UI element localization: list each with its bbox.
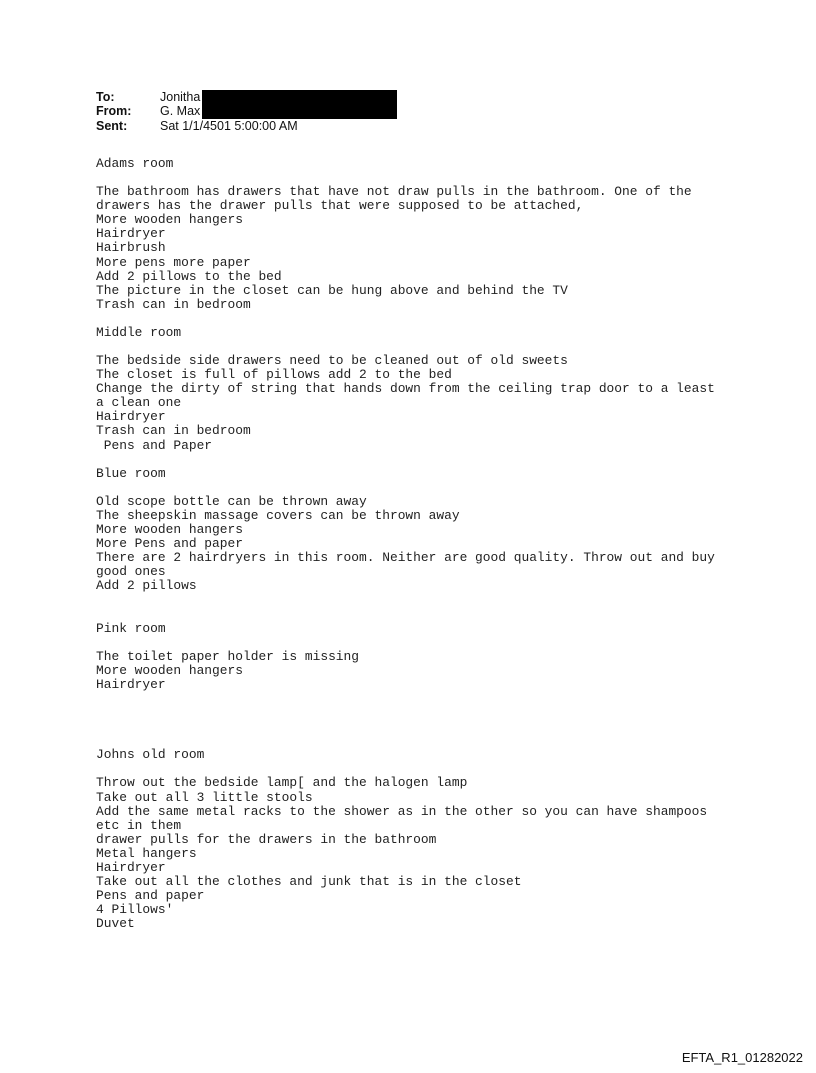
body-line: good ones <box>96 564 166 580</box>
body-line: More wooden hangers <box>96 212 243 228</box>
body-line: More wooden hangers <box>96 522 243 538</box>
body-line: More pens more paper <box>96 254 251 270</box>
blank-line <box>96 720 715 734</box>
body-line: More Pens and paper <box>96 536 243 552</box>
body-line: Throw out the bedside lamp[ and the halogen lamp <box>96 775 468 791</box>
blank-line <box>96 453 715 467</box>
body-line: Hairdryer <box>96 409 166 425</box>
blank-line <box>96 636 715 650</box>
body-line: Blue room <box>96 465 166 481</box>
body-line: The picture in the closet can be hung above and behind the TV <box>96 282 568 298</box>
body-line: Hairdryer <box>96 676 166 692</box>
body-line: Metal hangers <box>96 845 197 861</box>
body-line: a clean one <box>96 395 182 411</box>
body-line: Middle room <box>96 324 182 340</box>
body-line: drawers has the drawer pulls that were supposed to be attached, <box>96 198 584 214</box>
body-line: Pens and Paper <box>96 437 213 453</box>
body-line: etc in them <box>96 817 182 833</box>
blank-line <box>96 481 715 495</box>
body-line: The bedside side drawers need to be cleaned out of old sweets <box>96 353 568 369</box>
body-line: Old scope bottle can be thrown away <box>96 493 367 509</box>
body-line: There are 2 hairdryers in this room. Neither are good quality. Throw out and buy <box>96 550 715 566</box>
sent-label: Sent: <box>96 119 128 133</box>
from-value: G. Max <box>160 104 201 118</box>
blank-line <box>96 340 715 354</box>
body-line: Trash can in bedroom <box>96 423 251 439</box>
document-id: EFTA_R1_01282022 <box>681 1050 803 1065</box>
body-line: Hairbrush <box>96 240 166 256</box>
email-body <box>96 157 715 931</box>
body-line: Take out all the clothes and junk that is in the closet <box>96 873 522 889</box>
body-line: The toilet paper holder is missing <box>96 648 360 664</box>
body-line: drawer pulls for the drawers in the bathroom <box>96 831 437 847</box>
blank-line <box>96 692 715 706</box>
body-line: The sheepskin massage covers can be thrown away <box>96 507 460 523</box>
blank-line <box>96 762 715 776</box>
blank-line <box>96 608 715 622</box>
body-line: Hairdryer <box>96 859 166 875</box>
body-line: Take out all 3 little stools <box>96 789 313 805</box>
redaction-box <box>202 90 397 119</box>
to-label: To: <box>96 90 115 104</box>
body-line: The bathroom has drawers that have not draw pulls in the bathroom. One of the <box>96 184 692 200</box>
blank-line <box>96 593 715 607</box>
body-line: Adams room <box>96 156 174 171</box>
body-line: Add 2 pillows <box>96 578 197 594</box>
body-line: Hairdryer <box>96 226 166 242</box>
body-line: Add 2 pillows to the bed <box>96 268 282 284</box>
to-value: Jonitha <box>160 90 201 104</box>
body-line: Johns old room <box>96 747 205 763</box>
body-line: Pens and paper <box>96 888 205 904</box>
blank-line <box>96 706 715 720</box>
blank-line <box>96 734 715 748</box>
blank-line <box>96 171 715 185</box>
sent-value: Sat 1/1/4501 5:00:00 AM <box>160 119 298 133</box>
body-line: 4 Pillows' <box>96 902 174 918</box>
blank-line <box>96 312 715 326</box>
from-label: From: <box>96 104 132 118</box>
body-line: Pink room <box>96 620 166 636</box>
body-line: Duvet <box>96 916 135 932</box>
body-line: More wooden hangers <box>96 662 243 678</box>
body-line: Trash can in bedroom <box>96 296 251 312</box>
body-line: Add the same metal racks to the shower as in the other so you can have shampoos <box>96 803 708 819</box>
body-line: The closet is full of pillows add 2 to the bed <box>96 367 452 383</box>
body-line: Change the dirty of string that hands down from the ceiling trap door to a least <box>96 381 715 397</box>
